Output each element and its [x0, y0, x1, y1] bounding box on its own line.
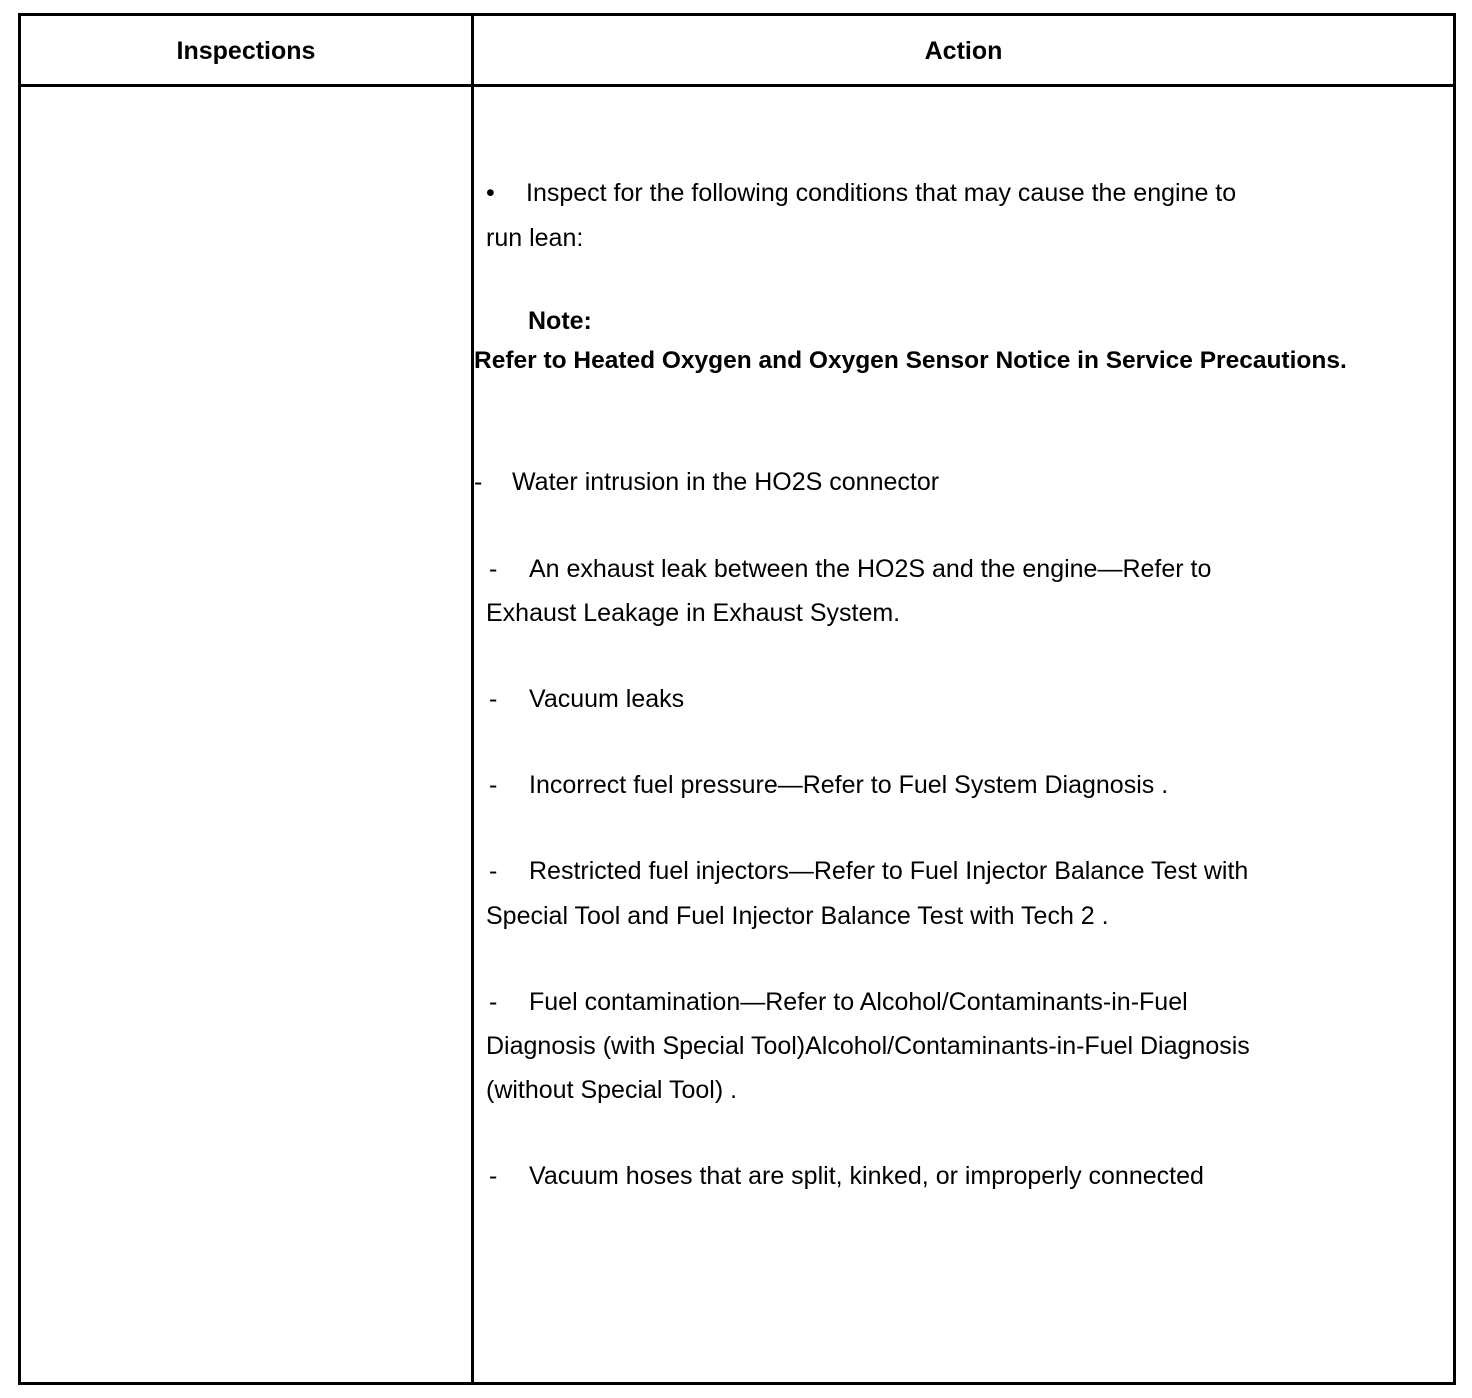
list-item: - Water intrusion in the HO2S connector [474, 460, 939, 505]
dash-icon: - [489, 857, 498, 885]
list-item-continuation: Diagnosis (with Special Tool)Alcohol/Contaminants-in-Fuel Diagnosis [486, 1032, 1250, 1060]
intro-line-2: run lean: [486, 224, 584, 252]
header-inspections: Inspections [176, 37, 316, 65]
action-cell [474, 87, 1453, 1382]
bullet-icon: • [486, 179, 495, 207]
dash-icon: - [489, 555, 498, 583]
note-label: Note: [528, 307, 592, 335]
list-item-continuation: Special Tool and Fuel Injector Balance Test with Tech 2 . [486, 902, 1109, 930]
list-item: - Restricted fuel injectors—Refer to Fuel Injector Balance Test with [489, 849, 1248, 894]
list-item: - Incorrect fuel pressure—Refer to Fuel System Diagnosis . [489, 763, 1168, 808]
dash-icon: - [489, 771, 498, 799]
note-text: Refer to Heated Oxygen and Oxygen Sensor Notice in Service Precautions. [474, 347, 1347, 374]
list-item-continuation: Exhaust Leakage in Exhaust System. [486, 599, 901, 627]
dash-icon: - [489, 988, 498, 1016]
inspection-table [18, 13, 1456, 1385]
intro-line-1: • Inspect for the following conditions that may cause the engine to [486, 171, 1236, 216]
list-item: - Fuel contamination—Refer to Alcohol/Contaminants-in-Fuel [489, 980, 1188, 1025]
list-item: - Vacuum hoses that are split, kinked, or improperly connected [489, 1154, 1204, 1199]
dash-icon: - [474, 468, 483, 496]
list-item: - An exhaust leak between the HO2S and the engine—Refer to [489, 547, 1211, 592]
dash-icon: - [489, 1162, 498, 1190]
header-action: Action [924, 37, 1003, 65]
list-item-continuation: (without Special Tool) . [486, 1076, 738, 1104]
dash-icon: - [489, 685, 498, 713]
list-item: - Vacuum leaks [489, 677, 684, 722]
